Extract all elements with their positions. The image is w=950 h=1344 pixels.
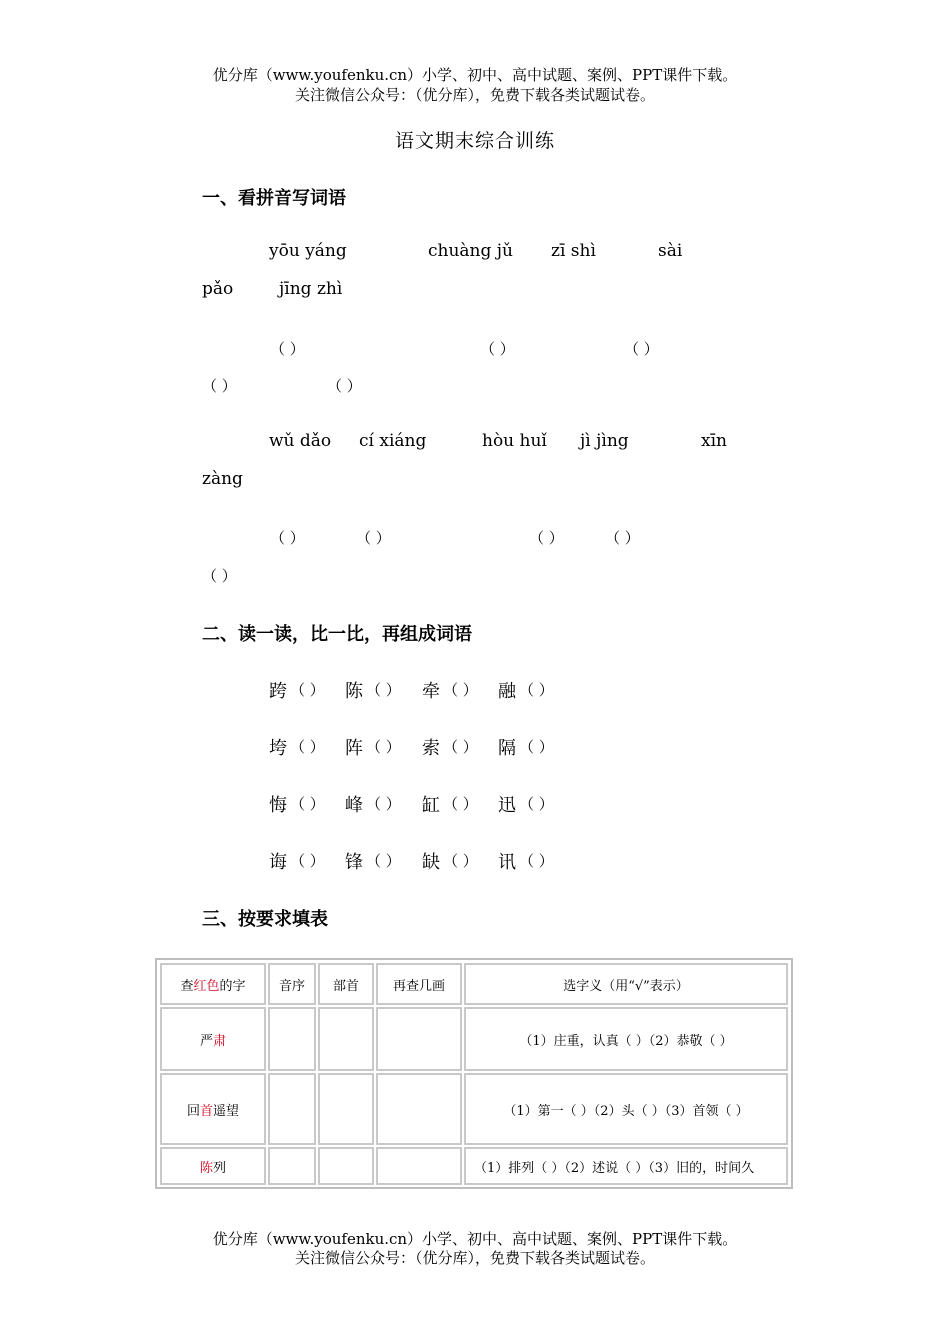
compare-char: 缸 (422, 795, 440, 816)
compare-char: 讯 (498, 852, 516, 873)
answer-blank[interactable]: （ ） (366, 681, 401, 699)
answer-blank[interactable]: （ ） (529, 529, 564, 547)
answer-blank[interactable]: （ ） (366, 795, 401, 813)
compare-char: 锋 (345, 852, 363, 873)
pinyin-item: zī shì (551, 241, 596, 261)
table-header-bihua: 再查几画 (376, 963, 462, 1005)
pinyin-item: chuàng jǔ (428, 241, 514, 261)
compare-char: 垮 (269, 738, 287, 759)
compare-char: 跨 (269, 681, 287, 702)
pinyin-item: wǔ dǎo (269, 431, 332, 451)
answer-blank[interactable]: （ ） (366, 852, 401, 870)
table-header-char (160, 963, 266, 1005)
compare-char: 融 (498, 681, 516, 702)
footer-line-1: 优分库（www.youfenku.cn）小学、初中、高中试题、案例、PPT课件下载。 (212, 1230, 738, 1248)
table-input-bihua[interactable] (376, 1007, 462, 1071)
table-input-bushou[interactable] (318, 1007, 374, 1071)
answer-blank[interactable]: （ ） (366, 738, 401, 756)
pinyin-item: sài (658, 241, 683, 261)
compare-char: 陈 (345, 681, 363, 702)
compare-char: 牵 (422, 681, 440, 702)
table-meaning-options[interactable]: （1）排列（ ）（2）述说（ ）（3）旧的，时间久 (464, 1147, 788, 1185)
table-row-word (160, 1073, 266, 1145)
table-input-bushou[interactable] (318, 1073, 374, 1145)
answer-blank[interactable]: （ ） (624, 340, 659, 358)
header-text: 查 (180, 978, 194, 994)
word-red-char: 肃 (213, 1033, 227, 1049)
table-header-meaning: 选字义（用“√”表示） (464, 963, 788, 1005)
header-red-text: 红色 (193, 978, 220, 994)
word-text: 回 (186, 1103, 200, 1119)
pinyin-item: xīn (701, 431, 727, 451)
header-line-1: 优分库（www.youfenku.cn）小学、初中、高中试题、案例、PPT课件下载。 (212, 66, 738, 84)
answer-blank[interactable]: （ ） (327, 377, 362, 395)
answer-blank[interactable]: （ ） (443, 852, 478, 870)
answer-blank[interactable]: （ ） (270, 529, 305, 547)
answer-blank[interactable]: （ ） (443, 681, 478, 699)
pinyin-item: zàng (202, 469, 243, 489)
table-row-word (160, 1147, 266, 1185)
table-input-bihua[interactable] (376, 1073, 462, 1145)
answer-blank[interactable]: （ ） (270, 340, 305, 358)
pinyin-item: pǎo (202, 279, 234, 299)
section-1-heading: 一、看拼音写词语 (202, 188, 346, 209)
table-meaning-options[interactable]: （1）庄重，认真（ ）（2）恭敬（ ） (464, 1007, 788, 1071)
pinyin-item: yōu yáng (269, 241, 347, 261)
pinyin-item: cí xiáng (359, 431, 427, 451)
word-text: 遥望 (213, 1103, 240, 1119)
answer-blank[interactable]: （ ） (443, 795, 478, 813)
table-input-bushou[interactable] (318, 1147, 374, 1185)
page-title: 语文期末综合训练 (394, 130, 555, 152)
header-text: 的字 (219, 978, 246, 994)
table-meaning-options[interactable]: （1）第一（ ）（2）头（ ）（3）首领（ ） (464, 1073, 788, 1145)
answer-blank[interactable]: （ ） (290, 852, 325, 870)
answer-blank[interactable]: （ ） (480, 340, 515, 358)
table-input-yinxu[interactable] (268, 1073, 316, 1145)
header-line-2: 关注微信公众号：（优分库），免费下载各类试题试卷。 (294, 86, 655, 104)
word-text: 严 (199, 1033, 213, 1049)
compare-char: 隔 (498, 738, 516, 759)
answer-blank[interactable]: （ ） (605, 529, 640, 547)
compare-char: 缺 (422, 852, 440, 873)
section-2-heading: 二、读一读，比一比，再组成词语 (202, 624, 472, 645)
table-header-yinxu: 音序 (268, 963, 316, 1005)
word-red-char: 陈 (199, 1160, 213, 1176)
compare-char: 峰 (345, 795, 363, 816)
answer-blank[interactable]: （ ） (443, 738, 478, 756)
word-red-char: 首 (199, 1103, 213, 1119)
answer-blank[interactable]: （ ） (290, 795, 325, 813)
answer-blank[interactable]: （ ） (519, 852, 554, 870)
answer-blank[interactable]: （ ） (519, 681, 554, 699)
pinyin-item: jīng zhì (279, 279, 343, 299)
table-input-yinxu[interactable] (268, 1147, 316, 1185)
compare-char: 索 (422, 738, 440, 759)
fill-table (155, 958, 793, 1189)
compare-char: 阵 (345, 738, 363, 759)
answer-blank[interactable]: （ ） (519, 738, 554, 756)
section-3-heading: 三、按要求填表 (202, 909, 328, 930)
answer-blank[interactable]: （ ） (290, 681, 325, 699)
answer-blank[interactable]: （ ） (356, 529, 391, 547)
compare-char: 悔 (269, 795, 287, 816)
table-input-bihua[interactable] (376, 1147, 462, 1185)
footer-line-2: 关注微信公众号：（优分库），免费下载各类试题试卷。 (294, 1249, 655, 1267)
answer-blank[interactable]: （ ） (202, 567, 237, 585)
compare-char: 诲 (269, 852, 287, 873)
pinyin-item: jì jìng (580, 431, 629, 451)
answer-blank[interactable]: （ ） (202, 377, 237, 395)
compare-char: 迅 (498, 795, 516, 816)
word-text: 列 (213, 1160, 227, 1176)
answer-blank[interactable]: （ ） (519, 795, 554, 813)
table-input-yinxu[interactable] (268, 1007, 316, 1071)
answer-blank[interactable]: （ ） (290, 738, 325, 756)
pinyin-item: hòu huǐ (482, 431, 547, 451)
table-row-word (160, 1007, 266, 1071)
table-header-bushou: 部首 (318, 963, 374, 1005)
